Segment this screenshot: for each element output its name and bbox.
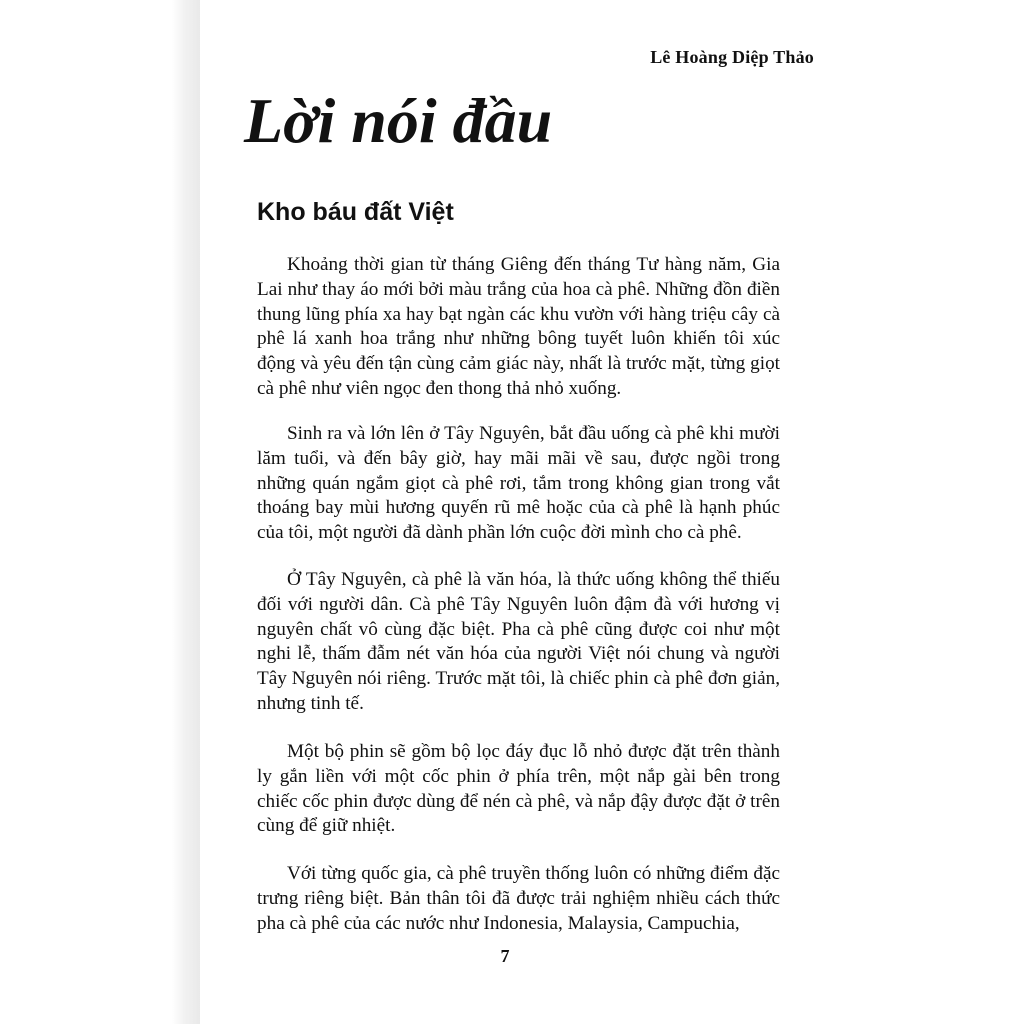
page-number: 7 xyxy=(500,946,510,966)
body-paragraph: Với từng quốc gia, cà phê truyền thống luôn có những điểm đặc trưng riêng biệt. Bản thân tôi đã được trải nghiệm nhiều cách thức pha cà phê của các nước như Indonesia, Malaysia, Campuchia, xyxy=(257,863,780,934)
running-header-author: Lê Hoàng Diệp Thảo xyxy=(650,47,814,67)
body-paragraph: Khoảng thời gian từ tháng Giêng đến tháng Tư hàng năm, Gia Lai như thay áo mới bởi màu trắng của hoa cà phê. Những đồn điền thung lũng phía xa hay bạt ngàn các khu vườn với hàng triệu cây cà phê lá xanh hoa trắng như những bông tuyết luôn khiến tôi xúc động và yêu đến tận cùng cảm giác này, nhất là trước mặt, từng giọt cà phê như viên ngọc đen thong thả nhỏ xuống. xyxy=(257,254,780,399)
page-gutter-shadow xyxy=(0,0,200,1024)
body-paragraph: Một bộ phin sẽ gồm bộ lọc đáy đục lỗ nhỏ được đặt trên thành ly gắn liền với một cốc phin ở phía trên, một nắp gài bên trong chiếc cốc phin được dùng để nén cà phê, và nắp đậy được đặt ở trên cùng để giữ nhiệt. xyxy=(257,741,780,837)
section-heading: Kho báu đất Việt xyxy=(257,198,454,226)
body-paragraph: Ở Tây Nguyên, cà phê là văn hóa, là thức uống không thể thiếu đối với người dân. Cà phê Tây Nguyên luôn đậm đà với hương vị nguyên chất vô cùng đặc biệt. Pha cà phê cũng được coi như một nghi lễ, thấm đẫm nét văn hóa của người Việt nói chung và người Tây Nguyên nói riêng. Trước mặt tôi, là chiếc phin cà phê đơn giản, nhưng tinh tế. xyxy=(257,569,780,714)
body-paragraph: Sinh ra và lớn lên ở Tây Nguyên, bắt đầu uống cà phê khi mười lăm tuổi, và đến bây giờ, hay mãi mãi về sau, được ngồi trong những quán ngắm giọt cà phê rơi, tắm trong không gian trong vắt thoáng bay mùi hương quyến rũ mê hoặc của cà phê là hạnh phúc của tôi, một người đã dành phần lớn cuộc đời mình cho cà phê. xyxy=(257,423,780,544)
chapter-title: Lời nói đầu xyxy=(244,85,553,156)
